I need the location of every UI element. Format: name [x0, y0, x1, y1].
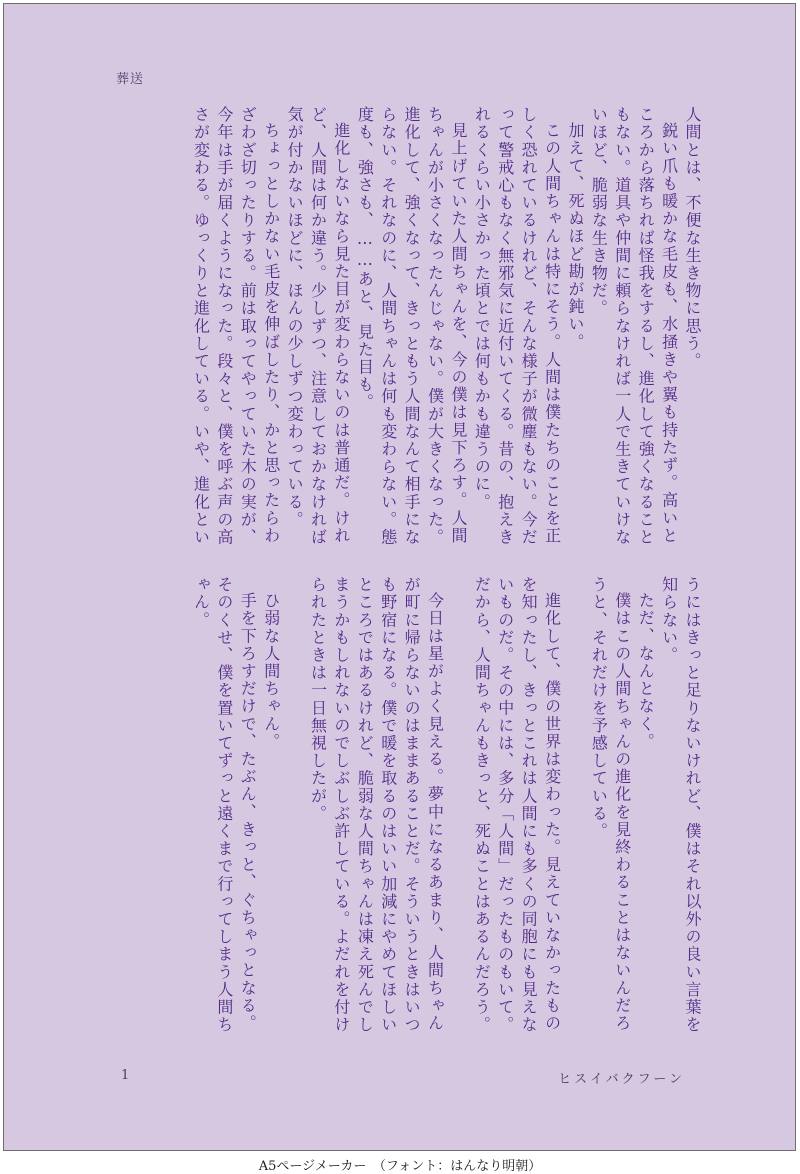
paragraph: 鋭い爪も暖かな毛皮も、水掻きや翼も持たず。高いところから落ちれば怪我をするし、進化して強くなることもない。道具や仲間に頼らなければ一人で生きていけないほど、脆弱な生き物だ。 [589, 106, 679, 546]
page-number: 1 [121, 1068, 130, 1083]
text-block-top [104, 106, 704, 556]
paragraph: 手を下ろすだけで、たぶん、きっと、ぐちゃっとなる。そのくせ、僕を置いてずっと遠くまで行ってしまう人間ちゃん。 [191, 576, 258, 1034]
paragraph: 僕はこの人間ちゃんの進化を見終わることはないんだろうと、それだけを予感している。 [589, 576, 632, 1032]
page-title: 葬送 [116, 72, 145, 87]
vertical-text-bottom [189, 576, 704, 1046]
paragraph: 今日は星がよく見える。夢中になるあまり、人間ちゃんが町に帰らないのはままあることだ。そういうときはいつも野宿になる。僕で暖を取るのはいい加減にやめてほしいところではあるけれど、脆弱な人間ちゃんは凍え死んでしまうかもしれないのでしぶしぶ許している。よだれを付けられたときは一日無視したが。 [308, 576, 445, 1034]
paragraph: 進化して、僕の世界は変わった。見えていなかったものを知ったし、きっとこれは人間にも多くの同胞にも見えないものだ。その中には、多分「人間」だったものもいて。だから、人間ちゃんもきっと、死ぬことはあるんだろう。 [472, 576, 562, 1034]
page [3, 3, 796, 1151]
paragraph: 進化しないなら見た目が変わらないのは普通だ。けれど、人間は何か違う。少しずつ、注意しておかなければ気が付かないほどに、ほんの少しずつ変わっている。 [285, 106, 351, 546]
vertical-text-top [189, 106, 704, 556]
author-name: ヒスイバクフーン [558, 1072, 685, 1087]
paragraph: 加えて、死ぬほど勘が鈍い。 [565, 122, 585, 351]
paragraph: ただ、なんとなく。 [636, 592, 656, 751]
blank-line [564, 576, 587, 1046]
paragraph: ちょっとしかない毛皮を伸ばしたり、かと思ったらわざわざ切ったりする。前は取ってやっていた木の実が、今年は手が届くようになった。段々と、僕を呼ぶ声の高さが変わる。ゆっくりと進化している。いや、進化とい [191, 106, 281, 546]
paragraph: うにはきっと足りないけれど、僕はそれ以外の良い言葉を知らない。 [659, 576, 702, 1034]
paragraph: 見上げていた人間ちゃんを、今の僕は見下ろす。人間ちゃんが小さくなったんじゃない。僕が大きくなった。進化して、強くなって、きっともう人間なんて相手にならない。それなのに、人間ちゃんは何も変わらない。態度も、強さも、……あと、見た目も。 [355, 106, 468, 546]
blank-line [447, 576, 470, 1046]
footer-caption: A5ページメーカー （フォント：はんなり明朝） [258, 1159, 542, 1174]
blank-line [283, 576, 306, 1046]
paragraph: ひ弱な人間ちゃん。 [261, 592, 281, 751]
text-block-bottom [104, 576, 704, 1046]
paragraph: この人間ちゃんは特にそう。人間は僕たちのことを正しく恐れているけれど、そんな様子が微塵もない。今だって警戒心もなく無邪気に近付いてくる。昔の、抱えきれるくらい小さかった頃とでは何もかも違うのに。 [472, 106, 562, 546]
paragraph: 人間とは、不便な生き物に思う。 [683, 106, 702, 370]
